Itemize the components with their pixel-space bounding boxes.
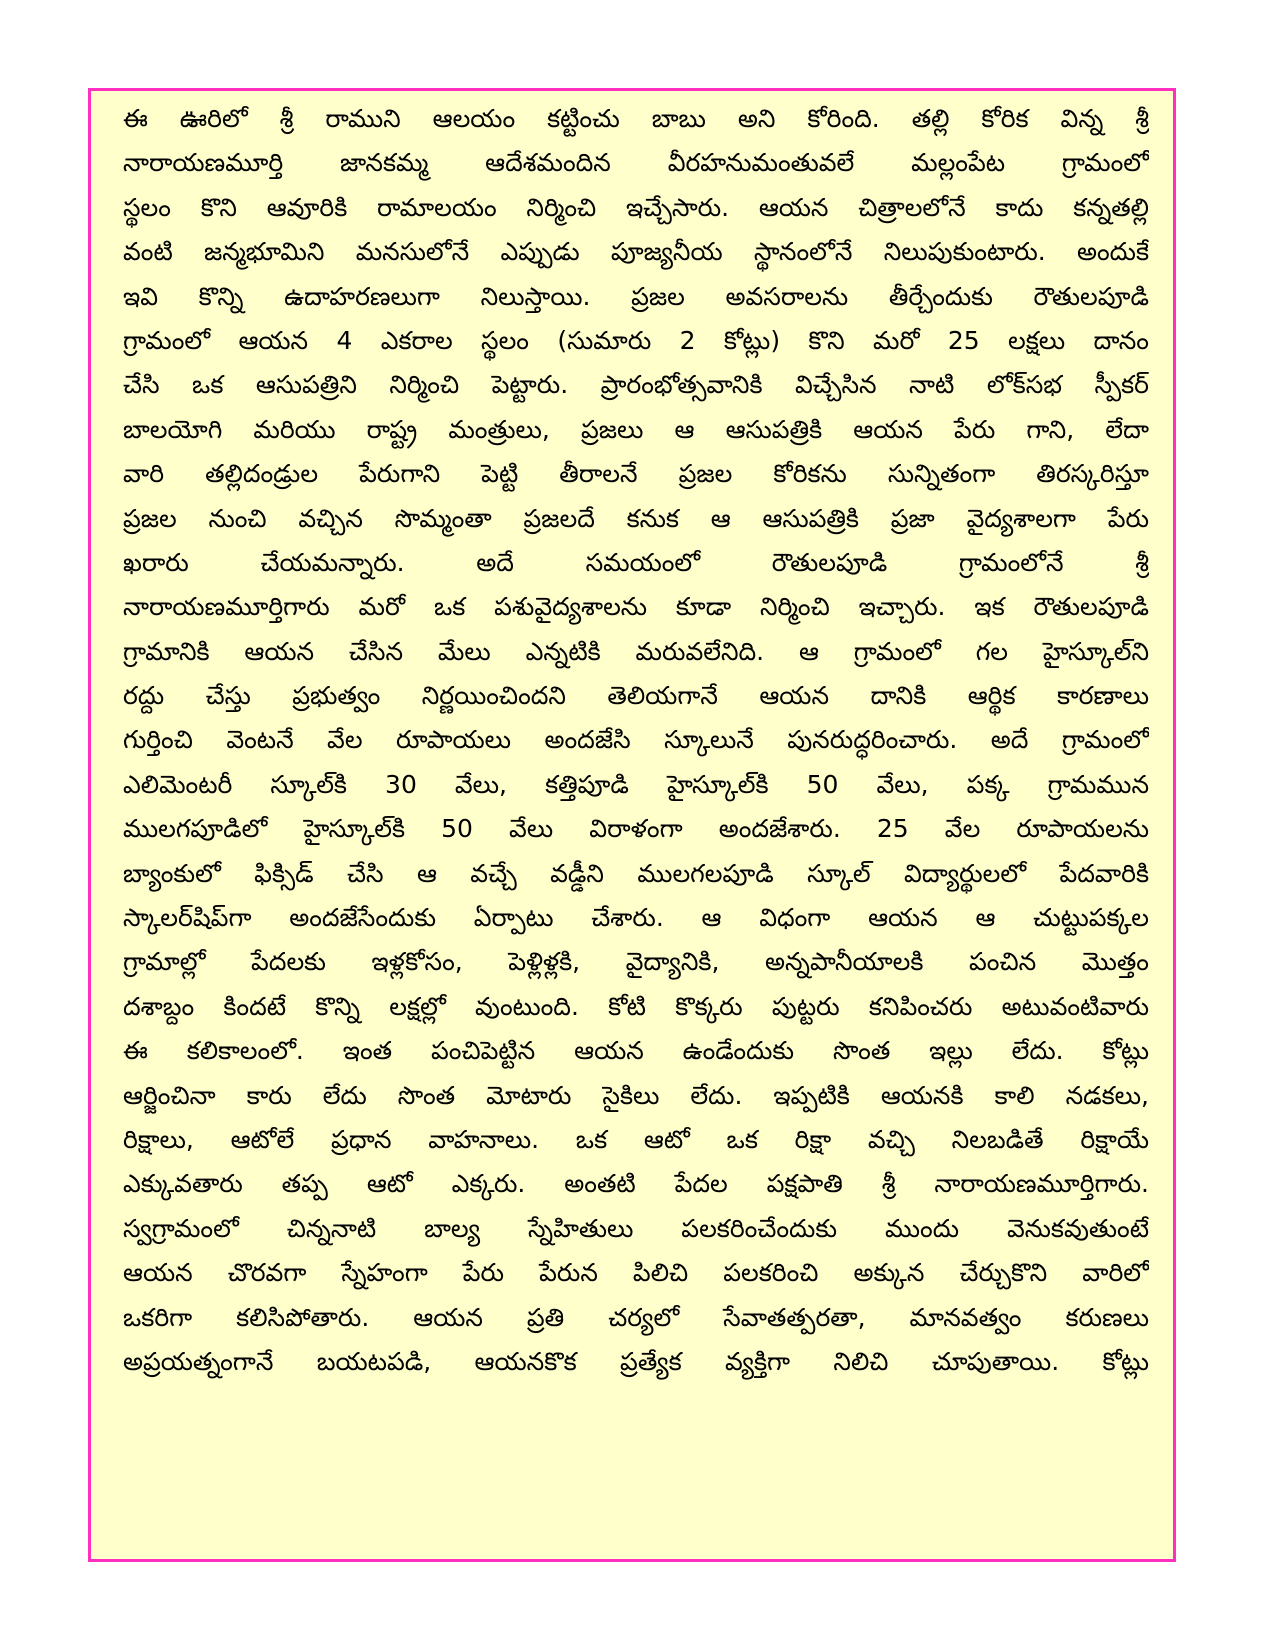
text-line: గుర్తించి వెంటనే వేల రూపాయలు అందజేసి స్కూలునే పునరుద్ధరించారు. అదే గ్రామంలో xyxy=(123,725,1149,755)
body-text xyxy=(123,97,1149,1384)
text-line: ఈ ఊరిలో శ్రీ రాముని ఆలయం కట్టించు బాబు అని కోరింది. తల్లి కోరిక విన్న శ్రీ xyxy=(123,104,1149,133)
text-line: గ్రామాల్లో పేదలకు ఇళ్లకోసం, పెళ్లిళ్లకి, వైద్యానికి, అన్నపానీయాలకి పంచిన మొత్తం xyxy=(123,947,1149,977)
text-line: ఒకరిగా కలిసిపోతారు. ఆయన ప్రతి చర్యలో సేవాతత్పరతా, మానవత్వం కరుణలు xyxy=(123,1302,1149,1332)
text-line: ఎలిమెంటరీ స్కూల్‌కి 30 వేలు, కత్తిపూడి హైస్కూల్‌కి 50 వేలు, పక్క గ్రామమున xyxy=(123,769,1149,799)
text-line: నారాయణమూర్తి జానకమ్మ ఆదేశమందిన వీరహనుమంతువలే మల్లంపేట గ్రామంలో xyxy=(123,148,1149,178)
text-line: ఆయన చొరవగా స్నేహంగా పేరు పేరున పిలిచి పలకరించి అక్కున చేర్చుకొని వారిలో xyxy=(123,1258,1149,1288)
text-line: గ్రామానికి ఆయన చేసిన మేలు ఎన్నటికి మరువలేనిది. ఆ గ్రామంలో గల హైస్కూల్‌ని xyxy=(123,636,1149,666)
text-line: బ్యాంకులో ఫిక్సిడ్ చేసి ఆ వచ్చే వడ్డీని ములగలపూడి స్కూల్ విద్యార్థులలో పేదవారికి xyxy=(123,858,1149,888)
text-line: ఈ కలికాలంలో. ఇంత పంచిపెట్టిన ఆయన ఉండేందుకు సొంత ఇల్లు లేదు. కోట్లు xyxy=(123,1036,1149,1066)
text-line: దశాబ్దం కిందటే కొన్ని లక్షల్లో వుంటుంది. కోటి కొక్కరు పుట్టరు కనిపించరు అటువంటివారు xyxy=(123,991,1149,1021)
text-line: చేసి ఒక ఆసుపత్రిని నిర్మించి పెట్టారు. ప్రారంభోత్సవానికి విచ్చేసిన నాటి లోక్‌సభ స్పీకర్ xyxy=(123,370,1149,400)
text-line: గ్రామంలో ఆయన 4 ఎకరాల స్థలం (సుమారు 2 కోట్లు) కొని మరో 25 లక్షలు దానం xyxy=(123,325,1149,355)
text-line: అప్రయత్నంగానే బయటపడి, ఆయనకొక ప్రత్యేక వ్యక్తిగా నిలిచి చూపుతాయి. కోట్లు xyxy=(123,1346,1149,1376)
page-border-frame xyxy=(88,88,1176,1562)
text-line: ములగపూడిలో హైస్కూల్‌కి 50 వేలు విరాళంగా అందజేశారు. 25 వేల రూపాయలను xyxy=(123,814,1149,844)
text-line: వారి తల్లిదండ్రుల పేరుగాని పెట్టి తీరాలనే ప్రజల కోరికను సున్నితంగా తిరస్కరిస్తూ xyxy=(123,459,1149,489)
text-line: రిక్షాలు, ఆటోలే ప్రధాన వాహనాలు. ఒక ఆటో ఒక రిక్షా వచ్చి నిలబడితే రిక్షాయే xyxy=(123,1124,1149,1154)
text-line: స్వగ్రామంలో చిన్ననాటి బాల్య స్నేహితులు పలకరించేందుకు ముందు వెనుకవుతుంటే xyxy=(123,1213,1149,1243)
text-line: ఖరారు చేయమన్నారు. అదే సమయంలో రౌతులపూడి గ్రామంలోనే శ్రీ xyxy=(123,547,1149,577)
text-line: ప్రజల నుంచి వచ్చిన సొమ్మంతా ప్రజలదే కనుక ఆ ఆసుపత్రికి ప్రజా వైద్యశాలగా పేరు xyxy=(123,503,1149,533)
text-line: స్కాలర్‌షిప్‌గా అందజేసేందుకు ఏర్పాటు చేశారు. ఆ విధంగా ఆయన ఆ చుట్టుపక్కల xyxy=(123,903,1149,933)
text-line: ఆర్జించినా కారు లేదు సొంత మోటారు సైకిలు లేదు. ఇప్పటికి ఆయనకి కాలి నడకలు, xyxy=(123,1080,1149,1110)
text-line: ఎక్కువతారు తప్ప ఆటో ఎక్కరు. అంతటి పేదల పక్షపాతి శ్రీ నారాయణమూర్తిగారు. xyxy=(123,1169,1149,1199)
text-line: స్థలం కొని ఆవూరికి రామాలయం నిర్మించి ఇచ్చేసారు. ఆయన చిత్రాలలోనే కాదు కన్నతల్లి xyxy=(123,192,1149,222)
text-line: బాలయోగి మరియు రాష్ట్ర మంత్రులు, ప్రజలు ఆ ఆసుపత్రికి ఆయన పేరు గాని, లేదా xyxy=(123,414,1149,444)
text-line: ఇవి కొన్ని ఉదాహరణలుగా నిలుస్తాయి. ప్రజల అవసరాలను తీర్చేందుకు రౌతులపూడి xyxy=(123,281,1149,311)
text-line: రద్దు చేస్తు ప్రభుత్వం నిర్ణయించిందని తెలియగానే ఆయన దానికి ఆర్థిక కారణాలు xyxy=(123,681,1149,711)
text-line: నారాయణమూర్తిగారు మరో ఒక పశువైద్యశాలను కూడా నిర్మించి ఇచ్చారు. ఇక రౌతులపూడి xyxy=(123,592,1149,622)
text-line: వంటి జన్మభూమిని మనసులోనే ఎప్పుడు పూజ్యనీయ స్థానంలోనే నిలుపుకుంటారు. అందుకే xyxy=(123,237,1149,267)
